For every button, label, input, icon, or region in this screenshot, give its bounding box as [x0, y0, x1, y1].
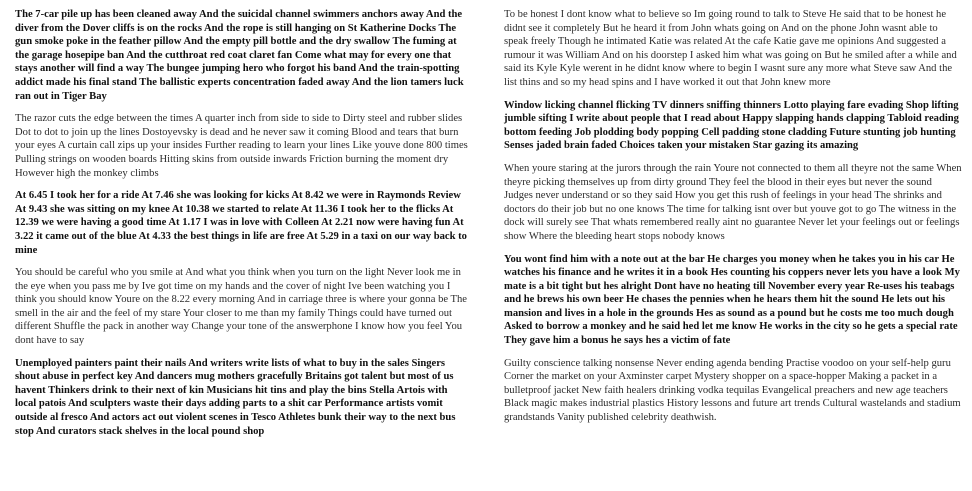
paragraph-timeline: At 6.45 I took her for a ride At 7.46 she was looking for kicks At 8.42 we were in Raymonds Review At 9.43 she was sitting on my knee At 10.38 we started to relate At 11.36 I took her to the flicks At 12.39 we were having a good time At 1.17 I was in love with Colleen At 2.21 now were having fun At 3.22 it came out of the blue At 4.33 the best things in life are free At 5.29 in a taxi on our way back to mine — [15, 190, 467, 256]
paragraph-careful-who-you-smile-at: You should be careful who you smile at And what you think when you turn on the light Never look me in the eye when you pass me by Ive got time on my hands and the cover of night Ive been watching you I think you should know Youre on the 8.22 every morning And in carriage three is where your gonna be The smell in the air and the feel of my stare Your closer to me than my family Things could have turned out different Shuffle the pack in another way Change your tone of the answerphone I know how you feel You dont have to say — [15, 267, 468, 347]
paragraph-window-licking: Window licking channel flicking TV dinners sniffing thinners Lotto playing fare evading Shop lifting jumble sifting I write about people that I read about Happy slapping hands clapping Tabloid reading bottom feeding Job plodding body popping Cell padding stone cladding Future stunting job hunting Senses jaded brain faded Choices taken your mistaken Star gazing its amazing — [504, 99, 959, 152]
paragraph-staring-at-jurors: When youre staring at the jurors through the rain Youre not connected to them all theyre not the same When theyre picking themselves up from dirty ground They feel the blood in their eyes but never the sound Judges never understand or so they said How you get this rush of feelings in your head The shrinks and doctors do their job but no one knows The time for talking isnt over but youve got to go The witness in the dock will surely see That whats remembered really aint no guarantee Never let your feelings out or feelings show Where the bleeding heart stops nobody knows — [504, 162, 962, 242]
paragraph-car-pile-up: The 7-car pile up has been cleaned away And the suicidal channel swimmers anchors away And the diver from the Dover cliffs is on the rocks And the rope is still hanging on St Katherine Docks The gun smoke poke in the feather pillow And the empty pill bottle and the dry swallow The fuming at the garage hosepipe ban And the cutthroat red coat claret fan Come what may for every one that stays another will find a way The bungee jumping hero who forgot his band And the train-spotting addict made his final stand The ballistic experts concentration faded away And the lion tamers luck ran out in Tiger Bay — [15, 9, 464, 102]
paragraph-razor-cuts: The razor cuts the edge between the times A quarter inch from side to side to Dirty steel and rubber slides Dot to dot to join up the lines Dostoyevsky is dead and he never saw it coming Blood and tears that burn your eyes A curtain call zips up your insides Further reading to learn your lines Like youve done 800 times Pulling strings on wooden boards Hitting skins from outside inwards Friction burning the moment dry However high the monkey climbs — [15, 113, 468, 179]
right-column — [504, 8, 962, 491]
paragraph-wont-find-him: You wont find him with a note out at the bar He charges you money when he takes you in his car He watches his finance and he writes it in a book Hes counting his coppers never lets you have a look My mate is a bit tight but hes alright Dont have no heating till November every year Re-uses his teabags and he brews his own beer He chases the pennies when he hears them hit the sound He lets out his mansion and lives in a hole in the grounds Hes as sound as a pound but he costs me too much dough Asked to borrow a monkey and he said hed let me know He works in the city so he gets a special rate They gave him a bonus he says hes a victim of fate — [504, 253, 960, 347]
paragraph-unemployed-painters: Unemployed painters paint their nails And writers write lists of what to buy in the sales Singers shout abuse in perfect key And dancers mug mothers gracefully Britains got talent but most of us havent Thinkers drink to their next of kin Musicians hit tins and play the bins Stella Artois with local patois And sculpters waste their days adding parts to a shit car Performance artists vomit outside al fresco And actors act out violent scenes in Tesco Athletes bunk their way to the next bus stop And curators stack shelves in the local pound shop — [15, 357, 456, 437]
left-column — [15, 8, 470, 491]
paragraph-guilty-conscience: Guilty conscience talking nonsense Never ending agenda bending Practise voodoo on your self-help guru Corner the market on your Axminster carpet Mystery shopper on a space-hopper Making a packet in a bulletproof jacket New faith healers drinking vodka tequilas Evangelical preachers and new age teachers Black magic makes industrial plastics History lessons and future art trends Cultural wastelands and stadium grandstands Vanity published celebrity deathwish. — [504, 357, 961, 424]
paragraph-to-be-honest: To be honest I dont know what to believe so Im going round to talk to Steve He said that to be honest he didnt see it completely But he heard it from John whats going on And on the phone John wasnt able to speak freely Though he intimated Katie was related At the cafe Katie gave me opinions And suggested a rumour it was William And on his doorstep I asked him what was going on But he smiled after a while and said its Kyle Kyle werent in he didnt know where to begin I wasnt sure any more what Steve saw And the list thins and so my head spins and I have worked it out that John knew more — [504, 9, 957, 88]
